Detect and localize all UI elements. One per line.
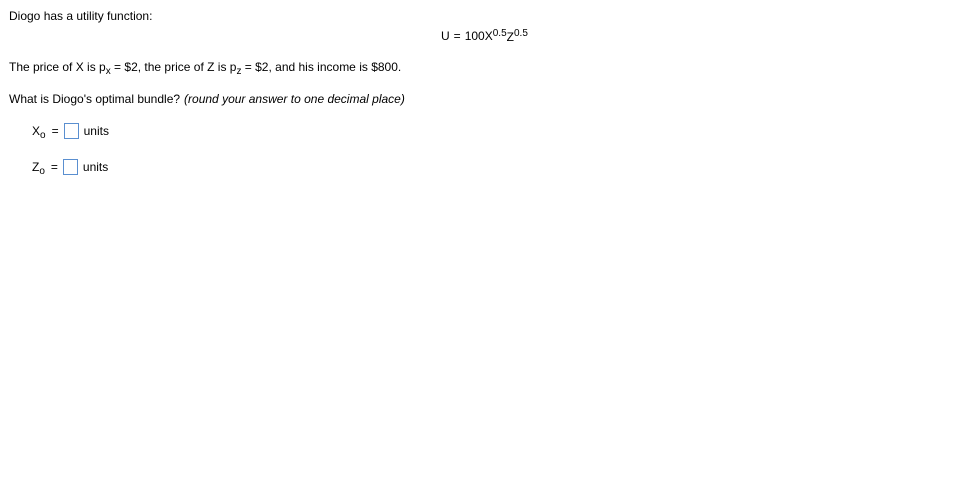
- formula-lhs: U: [441, 29, 450, 43]
- answer-var-x: X: [32, 124, 41, 138]
- answer-input-z[interactable]: [63, 159, 78, 175]
- answer-row-z: [32, 157, 108, 177]
- answer-equals-z: =: [50, 160, 58, 174]
- formula-var-z: Z: [506, 30, 514, 44]
- answer-sub-x: o: [40, 130, 46, 141]
- formula-equals: =: [453, 29, 461, 43]
- formula-var-x: X: [484, 29, 493, 43]
- answer-unit-z: units: [82, 160, 109, 174]
- answer-label-x: [32, 124, 46, 141]
- answer-sub-z: o: [39, 166, 45, 177]
- price-subscript-x: x: [105, 66, 111, 77]
- formula-exponent-z: 0.5: [513, 28, 528, 39]
- answer-unit-x: units: [83, 124, 109, 138]
- price-text-3: = $2, and his income is $800.: [241, 60, 402, 74]
- formula-coefficient: 100: [464, 29, 485, 43]
- rounding-hint: (round your answer to one decimal place): [184, 92, 405, 106]
- formula-exponent-x: 0.5: [492, 28, 507, 39]
- question-prompt-line: [9, 92, 405, 106]
- answer-var-z: Z: [32, 160, 40, 174]
- answer-input-x[interactable]: [64, 123, 79, 139]
- price-subscript-z: z: [236, 66, 242, 77]
- question-prompt: What is Diogo's optimal bundle?: [9, 92, 181, 106]
- answer-row-x: [32, 121, 109, 141]
- price-text-2: = $2, the price of Z is p: [110, 60, 237, 74]
- answer-label-z: [32, 160, 45, 177]
- price-statement: [9, 60, 402, 77]
- question-intro: Diogo has a utility function:: [9, 9, 153, 23]
- price-text-1: The price of X is p: [9, 60, 106, 74]
- answer-equals-x: =: [51, 124, 59, 138]
- utility-formula: [441, 29, 528, 43]
